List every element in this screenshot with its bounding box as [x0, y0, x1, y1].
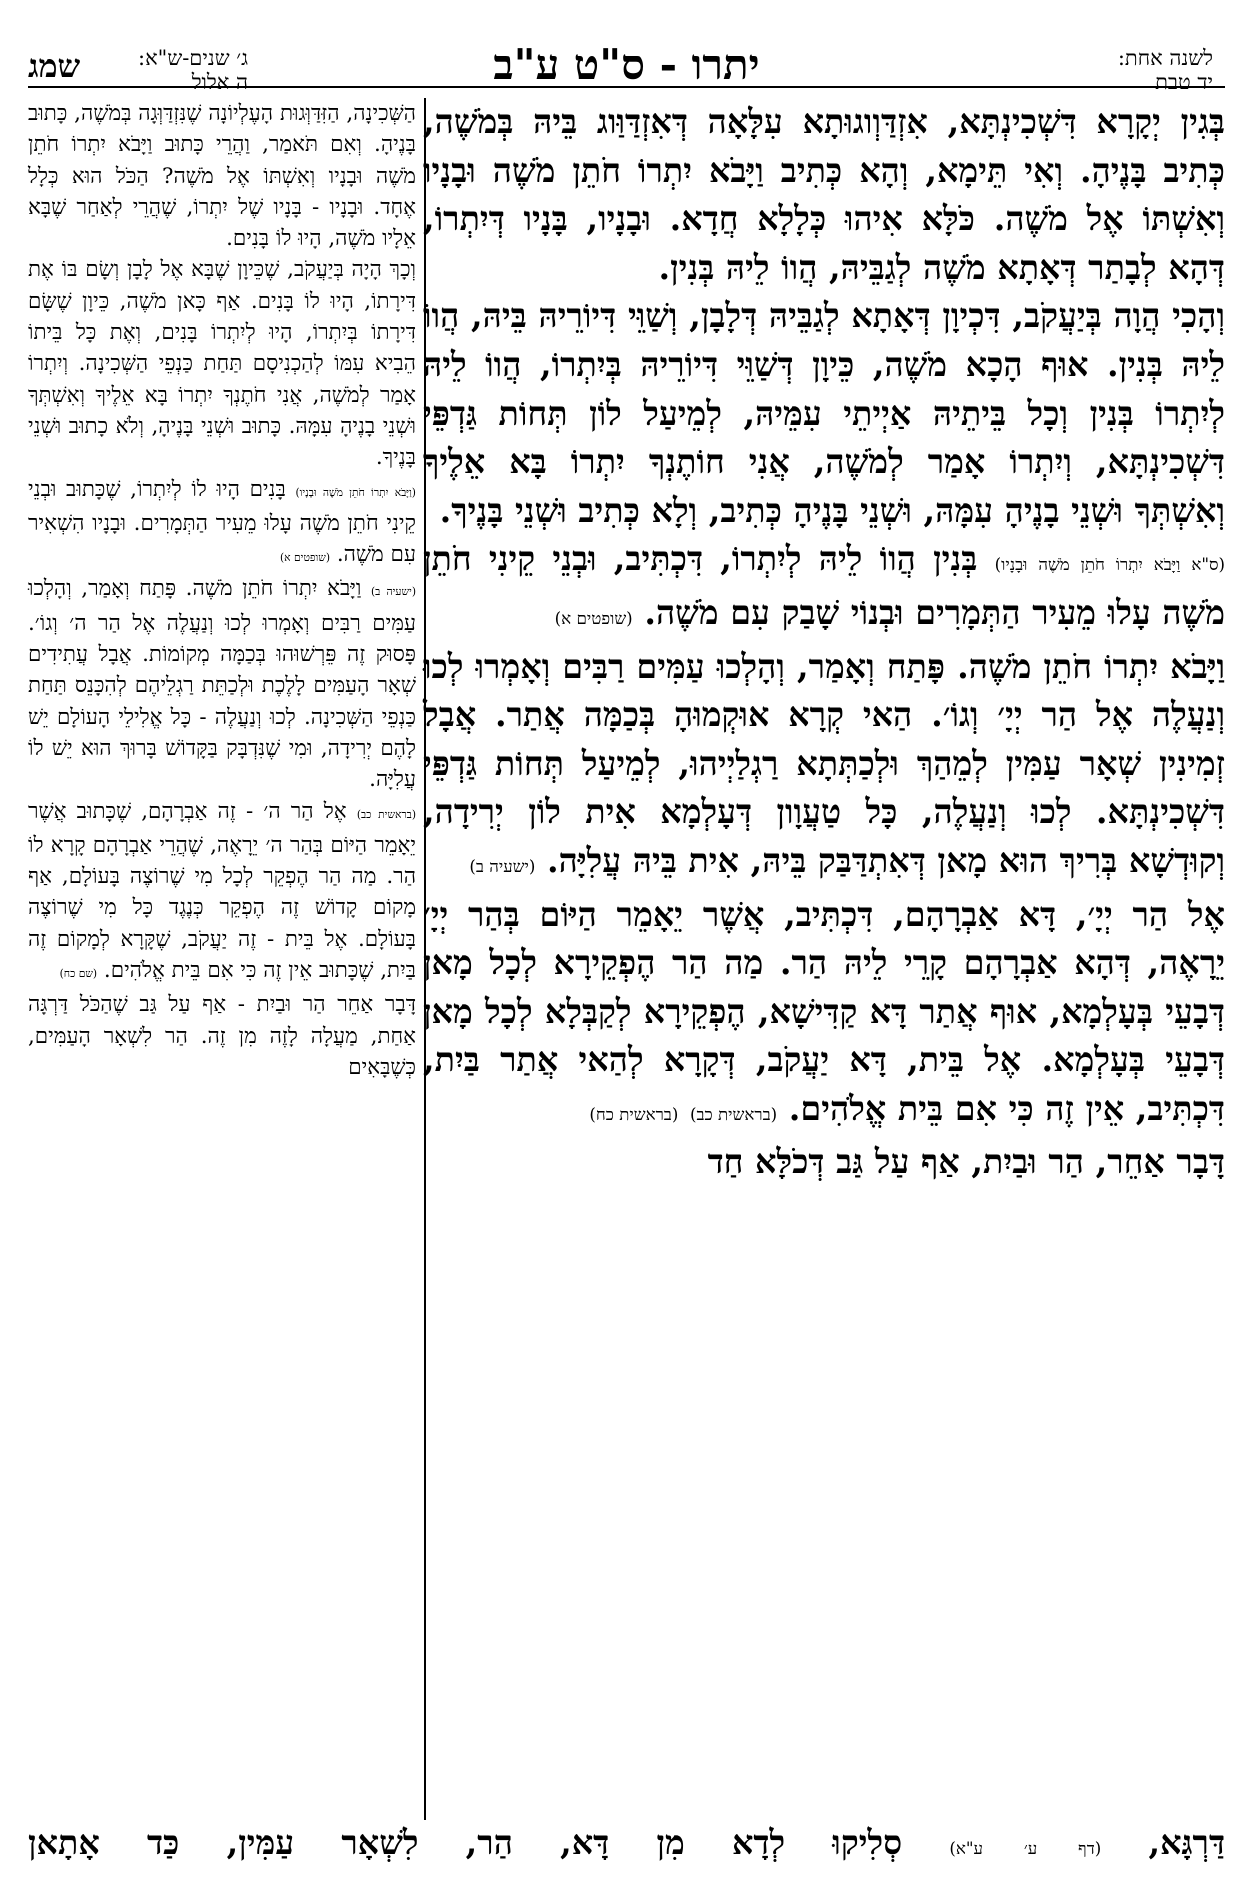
main-paragraph-4: וַיָּבֹא יִתְרוֹ חֹתֵן מֹשֶׁה. פָּתַח וְאָמַר, וְהָלְכוּ עַמִּים רַבִּים וְאָמְרוּ לְכוּ וְנַעֲלֶה אֶל הַר יְיָ׳ וְגוֹ׳. הַאי קְרָא אוּקְמוּהָ בְּכַמָּה אֲתַר. אֲבָל זְמִינִין שְׁאָר עַמִּין לְמֵהַךְ וּלְכַתְּתָא רַגְלַיְיהוּ, לְמֵיעַל תְּחוֹת גַּדְפֵּי דִּשְׁכִינְתָּא. לְכוּ וְנַעֲלֶה, כָּל טַעֲוָון דְּעָלְמָא אִית לוֹן יְרִידָה, וְקוּדְשָׁא בְּרִיךְ הוּא מָאן דְּאִתְדַּבַּק בֵּיהּ, אִית בֵּיהּ עֲלִיָּה. (ישעיה ב): [423, 646, 1225, 880]
main-paragraph-5: אֶל הַר יְיָ׳, דָּא אַבְרָהָם, דִּכְתִּיב, אֲשֶׁר יֵאָמֵר הַיּוֹם בְּהַר יְיָ׳ יֵרָאֶה, דְּהָא אַבְרָהָם קָרֵי לֵיהּ הַר. מַה הַר הֶפְקֵירָא לְכָל מָאן דְּבָעֵי בְּעָלְמָא, אוּף אֲתַר דָּא קַדִּישָׁא, הֶפְקֵירָא לְקַבְּלָא לְכָל מָאן דְּבָעֵי בְּעָלְמָא. אֶל בֵּית, דָּא יַעֲקֹב, דְּקָרָא לְהַאי אֲתַר בַּיִת, דִּכְתִּיב, אֵין זֶה כִּי אִם בֵּית אֱלֹהִים. (בראשית כב) (בראשית כח): [423, 894, 1225, 1128]
side-paragraph-5: (בראשית כב) אֶל הַר ה׳ - זֶה אַבְרָהָם, שֶׁכָּתוּב אֲשֶׁר יֵאָמֵר הַיּוֹם בְּהַר ה׳ יֵרָאֶה, שֶׁהֲרֵי אַבְרָהָם קָרָא לוֹ הַר. מַה הַר הֶפְקֵר לְכָל מִי שֶׁרוֹצֶה בָּעוֹלָם, אַף מָקוֹם קָדוֹשׁ זֶה הֶפְקֵר כְּנֶגֶד כָּל מִי שֶׁרוֹצֶה בָּעוֹלָם. אֶל בֵּית - זֶה יַעֲקֹב, שֶׁקָּרָא לְמָקוֹם זֶה בַּיִת, שֶׁכָּתוּב אֵין זֶה כִּי אִם בֵּית אֱלֹהִים. (שם כח): [28, 798, 416, 984]
main-paragraph-2: וְהָכִי הֲוָה בְּיַעֲקֹב, דִּכְיוָן דְּאָתָא לְגַבֵּיהּ דְּלָבָן, וְשַׁוֵּי דִּיוֹרֵיהּ בֵּיהּ, הֲווֹ לֵיהּ בְּנִין. אוּף הָכָא מֹשֶׁה, כֵּיוָן דְּשַׁוֵּי דִּיוֹרֵיהּ בְּיִתְרוֹ, הֲווֹ לֵיהּ לְיִתְרוֹ בְּנִין וְכָל בֵּיתֵיהּ אַיְיתֵי עִמֵּיהּ, לְמֵיעַל לוֹן תְּחוֹת גַּדְפֵּי דִּשְׁכִינְתָּא, וְיִתְרוֹ אָמַר לְמֹשֶׁה, אֲנִי חוֹתֶנְךָ יִתְרוֹ בָּא אֵלֶיךָ וְאִשְׁתְּךָ וּשְׁנֵי בָנֶיהָ עִמָּהּ, וּשְׁנֵי בָּנֶיהָ כְּתִיב, וְלָא כְּתִיב וּשְׁנֵי בָּנֶיךָ.: [423, 296, 1225, 530]
bottom-text-start: דַּרְגָּא,: [1148, 1823, 1226, 1862]
header-date-three-year: ה אלול: [191, 70, 249, 94]
main-note-genesis-22: (בראשית כב): [689, 1103, 778, 1124]
side-paragraph-6: דָּבָר אַחֵר הַר וּבַיִת - אַף עַל גַּב שֶׁהַכֹּל דַּרְגָּה אַחַת, מַעֲלָה לָזֶה מִן זֶה. הַר לִשְׁאָר הָעַמִּים, כְּשֶׁבָּאִים: [28, 992, 416, 1080]
bottom-text-end: סְלִיקוּ לְדָא מִן דָּא, הַר, לִשְׁאָר עַמִּין, כַּד אָתָאן: [28, 1823, 903, 1862]
side-note-verse: (וַיָּבֹא יִתְרוֹ חֹתֵן מֹשֶׁה וּבָנָיו): [295, 485, 416, 499]
main-note-variant: (ס"א וַיָּבֹא יִתְרוֹ חֹתֵן מֹשֶׁה וּבָנָיו): [994, 554, 1226, 575]
side-note-genesis-22: (בראשית כב): [356, 807, 416, 821]
page-title: יתרו - ס"ט ע"ב: [493, 40, 760, 89]
header-schedule-one-year: לשנה אחת:: [1117, 46, 1213, 70]
main-note-genesis-28: (בראשית כח): [589, 1103, 679, 1124]
header-schedule-three-year: ג׳ שנים-ש"א:: [138, 46, 249, 70]
side-paragraph-4: (ישעיה ב) וַיָּבֹא יִתְרוֹ חֹתֵן מֹשֶׁה. פָּתַח וְאָמַר, וְהָלְכוּ עַמִּים רַבִּים וְאָמְרוּ לְכוּ וְנַעֲלֶה אֶל הַר ה׳ וְגוֹ׳. פָּסוּק זֶה פֵּרְשׁוּהוּ בְּכַמָּה מְקוֹמוֹת. אֲבָל עֲתִידִים שְׁאָר הָעַמִּים לָלֶכֶת וּלְכַתֵּת רַגְלֵיהֶם לְהִכָּנֵס תַּחַת כַּנְפֵי הַשְּׁכִינָה. לְכוּ וְנַעֲלֶה - כָּל אֱלִילֵי הָעוֹלָם יֵשׁ לָהֶם יְרִידָה, וּמִי שֶׁנִּדְבָּק בַּקָּדוֹשׁ בָּרוּךְ הוּא יֵשׁ לוֹ עֲלִיָּה.: [28, 576, 416, 793]
column-divider: [424, 98, 426, 1820]
bottom-line: [28, 1820, 1225, 1871]
main-note-judges: (שופטים א): [554, 607, 633, 628]
header-date-one-year: יד טבת: [1155, 70, 1213, 94]
side-note-judges: (שופטים א): [280, 551, 330, 565]
bottom-page-ref: (דף ע׳ ע"א): [949, 1838, 1102, 1858]
translation-column: [28, 98, 416, 1083]
main-note-isaiah: (ישעיה ב): [469, 855, 536, 876]
page-number: שמג: [28, 47, 81, 85]
main-text-column: [423, 98, 1225, 1187]
side-paragraph-1: הַשְּׁכִינָה, הַזִּדַּוְּגוּת הָעֶלְיוֹנָה שֶׁנִּזְדַּוְּגָה בְּמֹשֶׁה, כָּתוּב בָּנֶיהָ. וְאִם תֹּאמַר, וַהֲרֵי כָּתוּב וַיָּבֹא יִתְרוֹ חֹתֵן מֹשֶׁה וּבָנָיו וְאִשְׁתּוֹ אֶל מֹשֶׁה? הַכֹּל הוּא כְּלָל אֶחָד. וּבָנָיו - בָּנָיו שֶׁל יִתְרוֹ, שֶׁהֲרֵי לְאַחַר שֶׁבָּא אֵלָיו מֹשֶׁה, הָיוּ לוֹ בָּנִים.: [28, 101, 416, 252]
main-paragraph-3: (ס"א וַיָּבֹא יִתְרוֹ חֹתֵן מֹשֶׁה וּבָנָיו) בְּנִין הֲווֹ לֵיהּ לְיִתְרוֹ, דִּכְתִּיב, וּבְנֵי קֵינִי חֹתֵן מֹשֶׁה עָלוּ מֵעִיר הַתְּמָרִים וּבְנוֹי שָׁבַק עִם מֹשֶׁה. (שופטים א): [423, 539, 1226, 632]
side-paragraph-3: (וַיָּבֹא יִתְרוֹ חֹתֵן מֹשֶׁה וּבָנָיו) בָּנִים הָיוּ לוֹ לְיִתְרוֹ, שֶׁכָּתוּב וּבְנֵי קֵינִי חֹתֵן מֹשֶׁה עָלוּ מֵעִיר הַתְּמָרִים. וּבָנָיו הִשְׁאִיר עִם מֹשֶׁה. (שופטים א): [28, 476, 416, 568]
main-paragraph-6: דָּבָר אַחֵר, הַר וּבַיִת, אַף עַל גַּב דְּכֹלָּא חַד: [707, 1142, 1225, 1182]
header-divider: [28, 86, 1225, 88]
side-note-isaiah: (ישעיה ב): [370, 585, 416, 599]
page: [28, 40, 1226, 1866]
side-note-genesis-28: (שם כח): [59, 967, 98, 981]
main-paragraph-1: בְּגִין יְקָרָא דִּשְׁכִינְתָּא, אִזְדַּוְוגוּתָא עִלָּאָה דְּאִזְדַּוַּוג בֵּיהּ בְּמֹשֶׁה, כְּתִיב בָּנֶיהָ. וְאִי תֵּימָא, וְהָא כְּתִיב וַיָּבֹא יִתְרוֹ חֹתֵן מֹשֶׁה וּבָנָיו וְאִשְׁתּוֹ אֶל מֹשֶׁה. כֹּלָּא אִיהוּ כְּלָלָא חֲדָא. וּבָנָיו, בָּנָיו דְּיִתְרוֹ, דְּהָא לְבָתַר דְּאָתָא מֹשֶׁה לְגַבֵּיהּ, הֲווֹ לֵיהּ בְּנִין.: [423, 102, 1225, 287]
side-paragraph-2: וְכָךְ הָיָה בְּיַעֲקֹב, שֶׁכֵּיוָן שֶׁבָּא אֶל לָבָן וְשָׂם בּוֹ אֶת דִּירָתוֹ, הָיוּ לוֹ בָּנִים. אַף כָּאן מֹשֶׁה, כֵּיוָן שֶׁשָּׂם דִּירָתוֹ בְּיִתְרוֹ, הָיוּ לְיִתְרוֹ בָּנִים, וְאֶת כָּל בֵּיתוֹ הֵבִיא עִמּוֹ לְהַכְנִיסָם תַּחַת כַּנְפֵי הַשְּׁכִינָה. וְיִתְרוֹ אָמַר לְמֹשֶׁה, אֲנִי חֹתֶנְךָ יִתְרוֹ בָּא אֵלֶיךָ וְאִשְׁתְּךָ וּשְׁנֵי בָנֶיהָ עִמָּהּ. כָּתוּב וּשְׁנֵי בָּנֶיהָ, וְלֹא כָתוּב וּשְׁנֵי בָּנֶיךָ.: [28, 257, 416, 471]
